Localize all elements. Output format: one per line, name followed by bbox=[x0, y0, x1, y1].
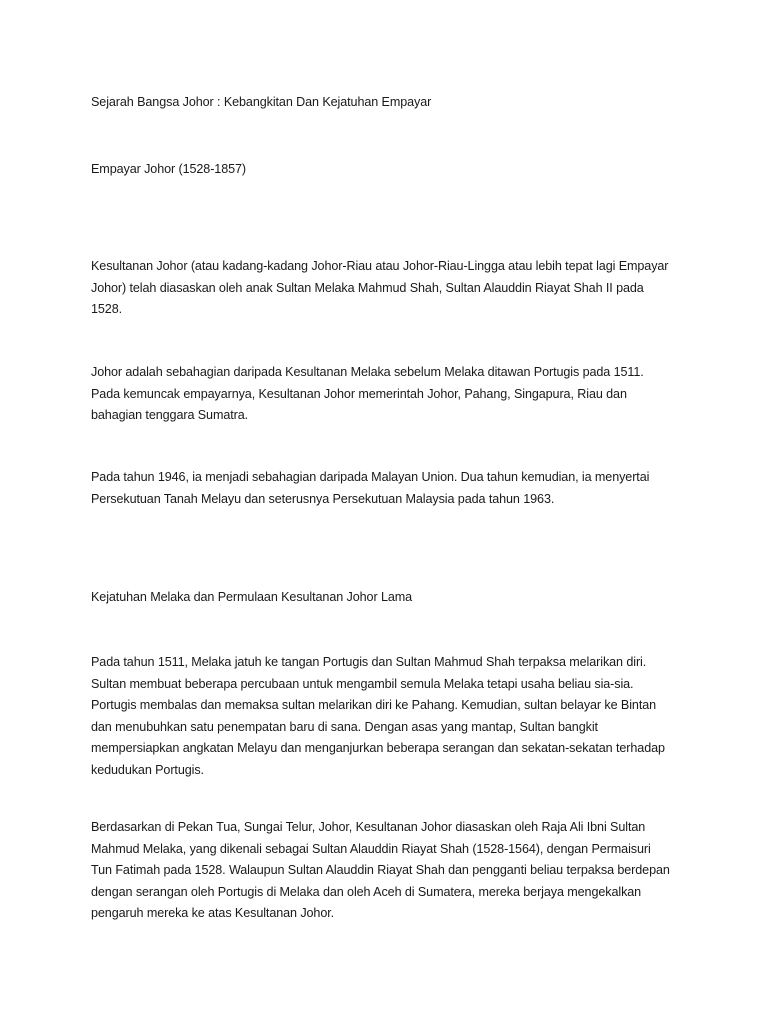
paragraph-line: dan menubuhkan satu penempatan baru di sana. Dengan asas yang mantap, Sultan bangkit bbox=[91, 719, 598, 734]
paragraph-line: Tun Fatimah pada 1528. Walaupun Sultan Alauddin Riayat Shah dan pengganti beliau terpaksa berdepan bbox=[91, 863, 670, 878]
paragraph-line: 1528. bbox=[91, 302, 123, 317]
paragraph-line: Berdasarkan di Pekan Tua, Sungai Telur, Johor, Kesultanan Johor diasaskan oleh Raja Ali Ibni Sultan bbox=[91, 820, 646, 834]
paragraph-kesultanan-johor bbox=[91, 256, 691, 321]
paragraph-line: Pada tahun 1511, Melaka jatuh ke tangan Portugis dan Sultan Mahmud Shah terpaksa melarikan diri. bbox=[91, 655, 647, 669]
paragraph-line: Johor) telah diasaskan oleh anak Sultan Melaka Mahmud Shah, Sultan Alauddin Riayat Shah II pada bbox=[91, 280, 644, 295]
paragraph-line: Mahmud Melaka, yang dikenali sebagai Sultan Alauddin Riayat Shah (1528-1564), dengan Permaisuri bbox=[91, 841, 651, 856]
document-subtitle: Empayar Johor (1528-1857) bbox=[91, 162, 247, 176]
document-title: Sejarah Bangsa Johor : Kebangkitan Dan Kejatuhan Empayar bbox=[91, 95, 432, 109]
section-heading: Kejatuhan Melaka dan Permulaan Kesultanan Johor Lama bbox=[91, 590, 413, 604]
paragraph-line: Persekutuan Tanah Melayu dan seterusnya Persekutuan Malaysia pada tahun 1963. bbox=[91, 491, 555, 506]
paragraph-line: kedudukan Portugis. bbox=[91, 762, 204, 777]
paragraph-line: mempersiapkan angkatan Melayu dan menganjurkan beberapa serangan dan sekatan-sekatan terhadap bbox=[91, 741, 665, 756]
paragraph-line: Sultan membuat beberapa percubaan untuk mengambil semula Melaka tetapi usaha beliau sia-sia. bbox=[91, 676, 634, 691]
paragraph-pekan-tua bbox=[91, 817, 691, 925]
paragraph-line: Johor adalah sebahagian daripada Kesultanan Melaka sebelum Melaka ditawan Portugis pada 1511. bbox=[91, 365, 644, 379]
paragraph-line: Kesultanan Johor (atau kadang-kadang Johor-Riau atau Johor-Riau-Lingga atau lebih tepat lagi Empayar bbox=[91, 259, 669, 273]
paragraph-line: pengaruh mereka ke atas Kesultanan Johor. bbox=[91, 906, 335, 921]
paragraph-line: dengan serangan oleh Portugis di Melaka dan oleh Aceh di Sumatera, mereka berjaya mengekalkan bbox=[91, 884, 642, 899]
paragraph-malayan-union bbox=[91, 467, 691, 510]
paragraph-line: bahagian tenggara Sumatra. bbox=[91, 408, 249, 423]
paragraph-line: Pada tahun 1946, ia menjadi sebahagian daripada Malayan Union. Dua tahun kemudian, ia menyertai bbox=[91, 470, 650, 484]
paragraph-line: Portugis membalas dan memaksa sultan melarikan diri ke Pahang. Kemudian, sultan belayar ke Bintan bbox=[91, 698, 657, 713]
paragraph-johor-melaka bbox=[91, 362, 691, 427]
paragraph-kejatuhan-melaka bbox=[91, 652, 691, 782]
paragraph-line: Pada kemuncak empayarnya, Kesultanan Johor memerintah Johor, Pahang, Singapura, Riau dan bbox=[91, 386, 627, 401]
